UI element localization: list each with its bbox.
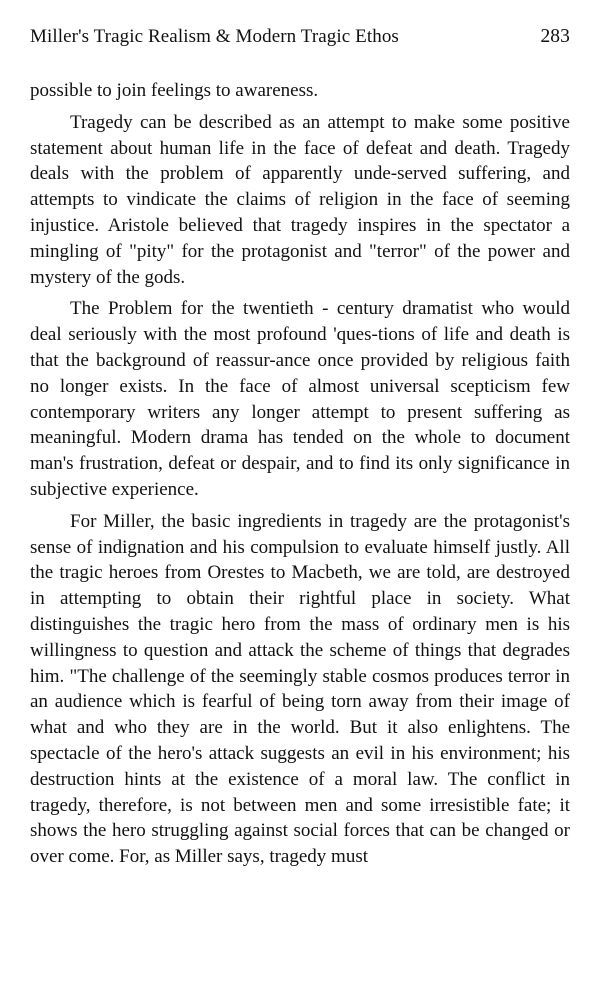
- paragraph-tragedy-definition: Tragedy can be described as an attempt to make some positive statement about human life in the face of defeat and death. Tragedy deals with the problem of apparently unde-served suffering, and attempts to vindicate the claims of religion in the face of seeming injustice. Aristole believed that tragedy inspires in the spectator a mingling of "pity" for the protagonist and "terror" of the power and mystery of the gods.: [30, 111, 570, 288]
- paragraph-twentieth-century: The Problem for the twentieth - century dramatist who would deal seriously with the most profound 'ques-tions of life and death is that the background of reassur-ance once provided by religious faith no longer exists. In the face of almost universal scepticism few contemporary writers any longer attempt to present suffering as meaningful. Modern drama has tended on the whole to document man's frustration, defeat or despair, and to find its only significance in subjective experience.: [30, 298, 570, 500]
- paragraph-continuation: possible to join feelings to awareness.: [30, 80, 319, 101]
- page-number: 283: [540, 26, 570, 47]
- paragraph-miller-ingredients: For Miller, the basic ingredients in tragedy are the protagonist's sense of indignation and his compulsion to evaluate himself justly. All the tragic heroes from Orestes to Macbeth, we are told, are destroyed in attempting to obtain their rightful place in society. What distinguishes the tragic hero from the mass of ordinary men is his willingness to question and attack the scheme of things that degrades him. "The challenge of the seemingly stable cosmos produces terror in an audience which is fearful of being torn away from their image of what and who they are in the world. But it also enlightens. The spectacle of the hero's attack suggests an evil in his environment; his destruction hints at the existence of a moral law. The conflict in tragedy, therefore, is not between men and some irresistible fate; it shows the hero struggling against social forces that can be changed or over come. For, as Miller says, tragedy must: [30, 510, 570, 868]
- body-text: [30, 78, 570, 876]
- running-header: [30, 26, 570, 52]
- running-title: Miller's Tragic Realism & Modern Tragic Ethos: [30, 26, 399, 47]
